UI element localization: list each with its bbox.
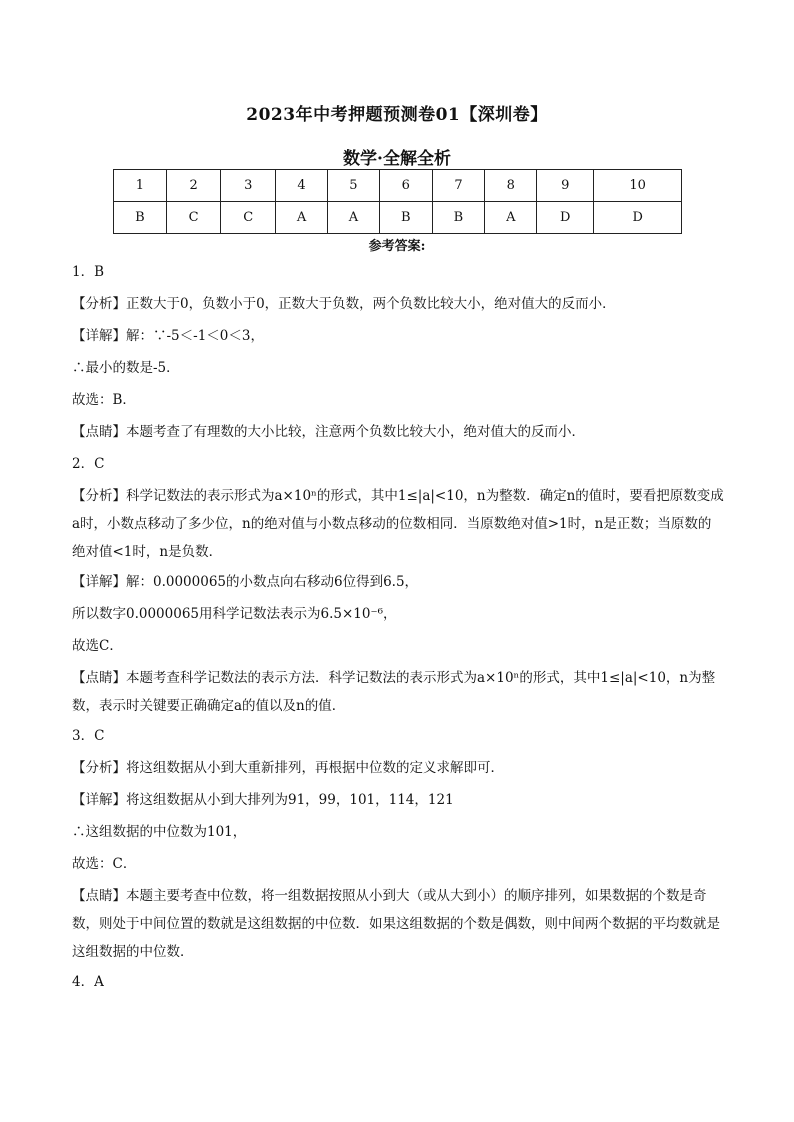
- question-number: 5: [327, 170, 379, 202]
- question-number: 2: [166, 170, 221, 202]
- detail-paragraph: ∴最小的数是-5．: [72, 360, 180, 376]
- detail-paragraph: 【详解】解：∵-5＜-1＜0＜3，: [72, 328, 264, 344]
- question-number: 4: [276, 170, 328, 202]
- answer-cell: D: [537, 202, 594, 234]
- answer-table-answer-row: [114, 202, 682, 234]
- question-number: 7: [432, 170, 485, 202]
- question-number: 10: [594, 170, 682, 202]
- question-heading: 2．C: [72, 456, 105, 472]
- comment-paragraph: 【点睛】本题考查了有理数的大小比较，注意两个负数比较大小，绝对值大的反而小．: [72, 424, 585, 440]
- analysis-paragraph: 【分析】科学记数法的表示形式为a×10ⁿ的形式，其中1≤|a|<10，n为整数．确定n的值时，要看把原数变成a时，小数点移动了多少位，n的绝对值与小数点移动的位数相同．当原数绝对值>1时，n是正数；当原数的绝对值<1时，n是负数．: [72, 488, 724, 560]
- question-number: 9: [537, 170, 594, 202]
- answer-cell: D: [594, 202, 682, 234]
- solution-body: [72, 262, 724, 1004]
- choice-paragraph: 故选C．: [72, 638, 123, 654]
- answer-cell: C: [221, 202, 276, 234]
- answer-cell: C: [166, 202, 221, 234]
- detail-paragraph: 【详解】将这组数据从小到大排列为91，99，101，114，121: [72, 792, 454, 808]
- document-title: 2023年中考押题预测卷01【深圳卷】: [246, 105, 548, 125]
- analysis-paragraph: 【分析】将这组数据从小到大重新排列，再根据中位数的定义求解即可．: [72, 760, 504, 776]
- answer-cell: B: [379, 202, 432, 234]
- answer-cell: B: [432, 202, 485, 234]
- choice-paragraph: 故选：C．: [72, 856, 137, 872]
- question-number: 3: [221, 170, 276, 202]
- document-subtitle: 数学·全解全析: [343, 149, 451, 169]
- answer-table-number-row: [114, 170, 682, 202]
- question-heading: 1．B: [72, 264, 105, 280]
- question-number: 1: [114, 170, 167, 202]
- reference-answer-label: 参考答案:: [368, 239, 426, 254]
- comment-paragraph: 【点睛】本题考查科学记数法的表示方法．科学记数法的表示形式为a×10ⁿ的形式，其中1≤|a|<10，n为整数，表示时关键要正确确定a的值以及n的值．: [72, 670, 716, 714]
- analysis-paragraph: 【分析】正数大于0，负数小于0，正数大于负数，两个负数比较大小，绝对值大的反而小．: [72, 296, 616, 312]
- comment-paragraph: 【点睛】本题主要考查中位数，将一组数据按照从小到大（或从大到小）的顺序排列，如果数据的个数是奇数，则处于中间位置的数就是这组数据的中位数．如果这组数据的个数是偶数，则中间两个数据的平均数就是这组数据的中位数．: [72, 888, 720, 960]
- question-number: 6: [379, 170, 432, 202]
- answer-cell: B: [114, 202, 167, 234]
- answer-cell: A: [276, 202, 328, 234]
- answer-table: [113, 169, 682, 234]
- answer-cell: A: [485, 202, 537, 234]
- detail-paragraph: ∴这组数据的中位数为101，: [72, 824, 247, 840]
- answer-cell: A: [327, 202, 379, 234]
- question-heading: 3．C: [72, 728, 105, 744]
- question-number: 8: [485, 170, 537, 202]
- choice-paragraph: 故选：B．: [72, 392, 136, 408]
- question-heading: 4．A: [72, 974, 104, 990]
- detail-paragraph: 【详解】解：0.0000065的小数点向右移动6位得到6.5，: [72, 574, 419, 590]
- detail-paragraph: 所以数字0.0000065用科学记数法表示为6.5×10⁻⁶，: [72, 606, 397, 622]
